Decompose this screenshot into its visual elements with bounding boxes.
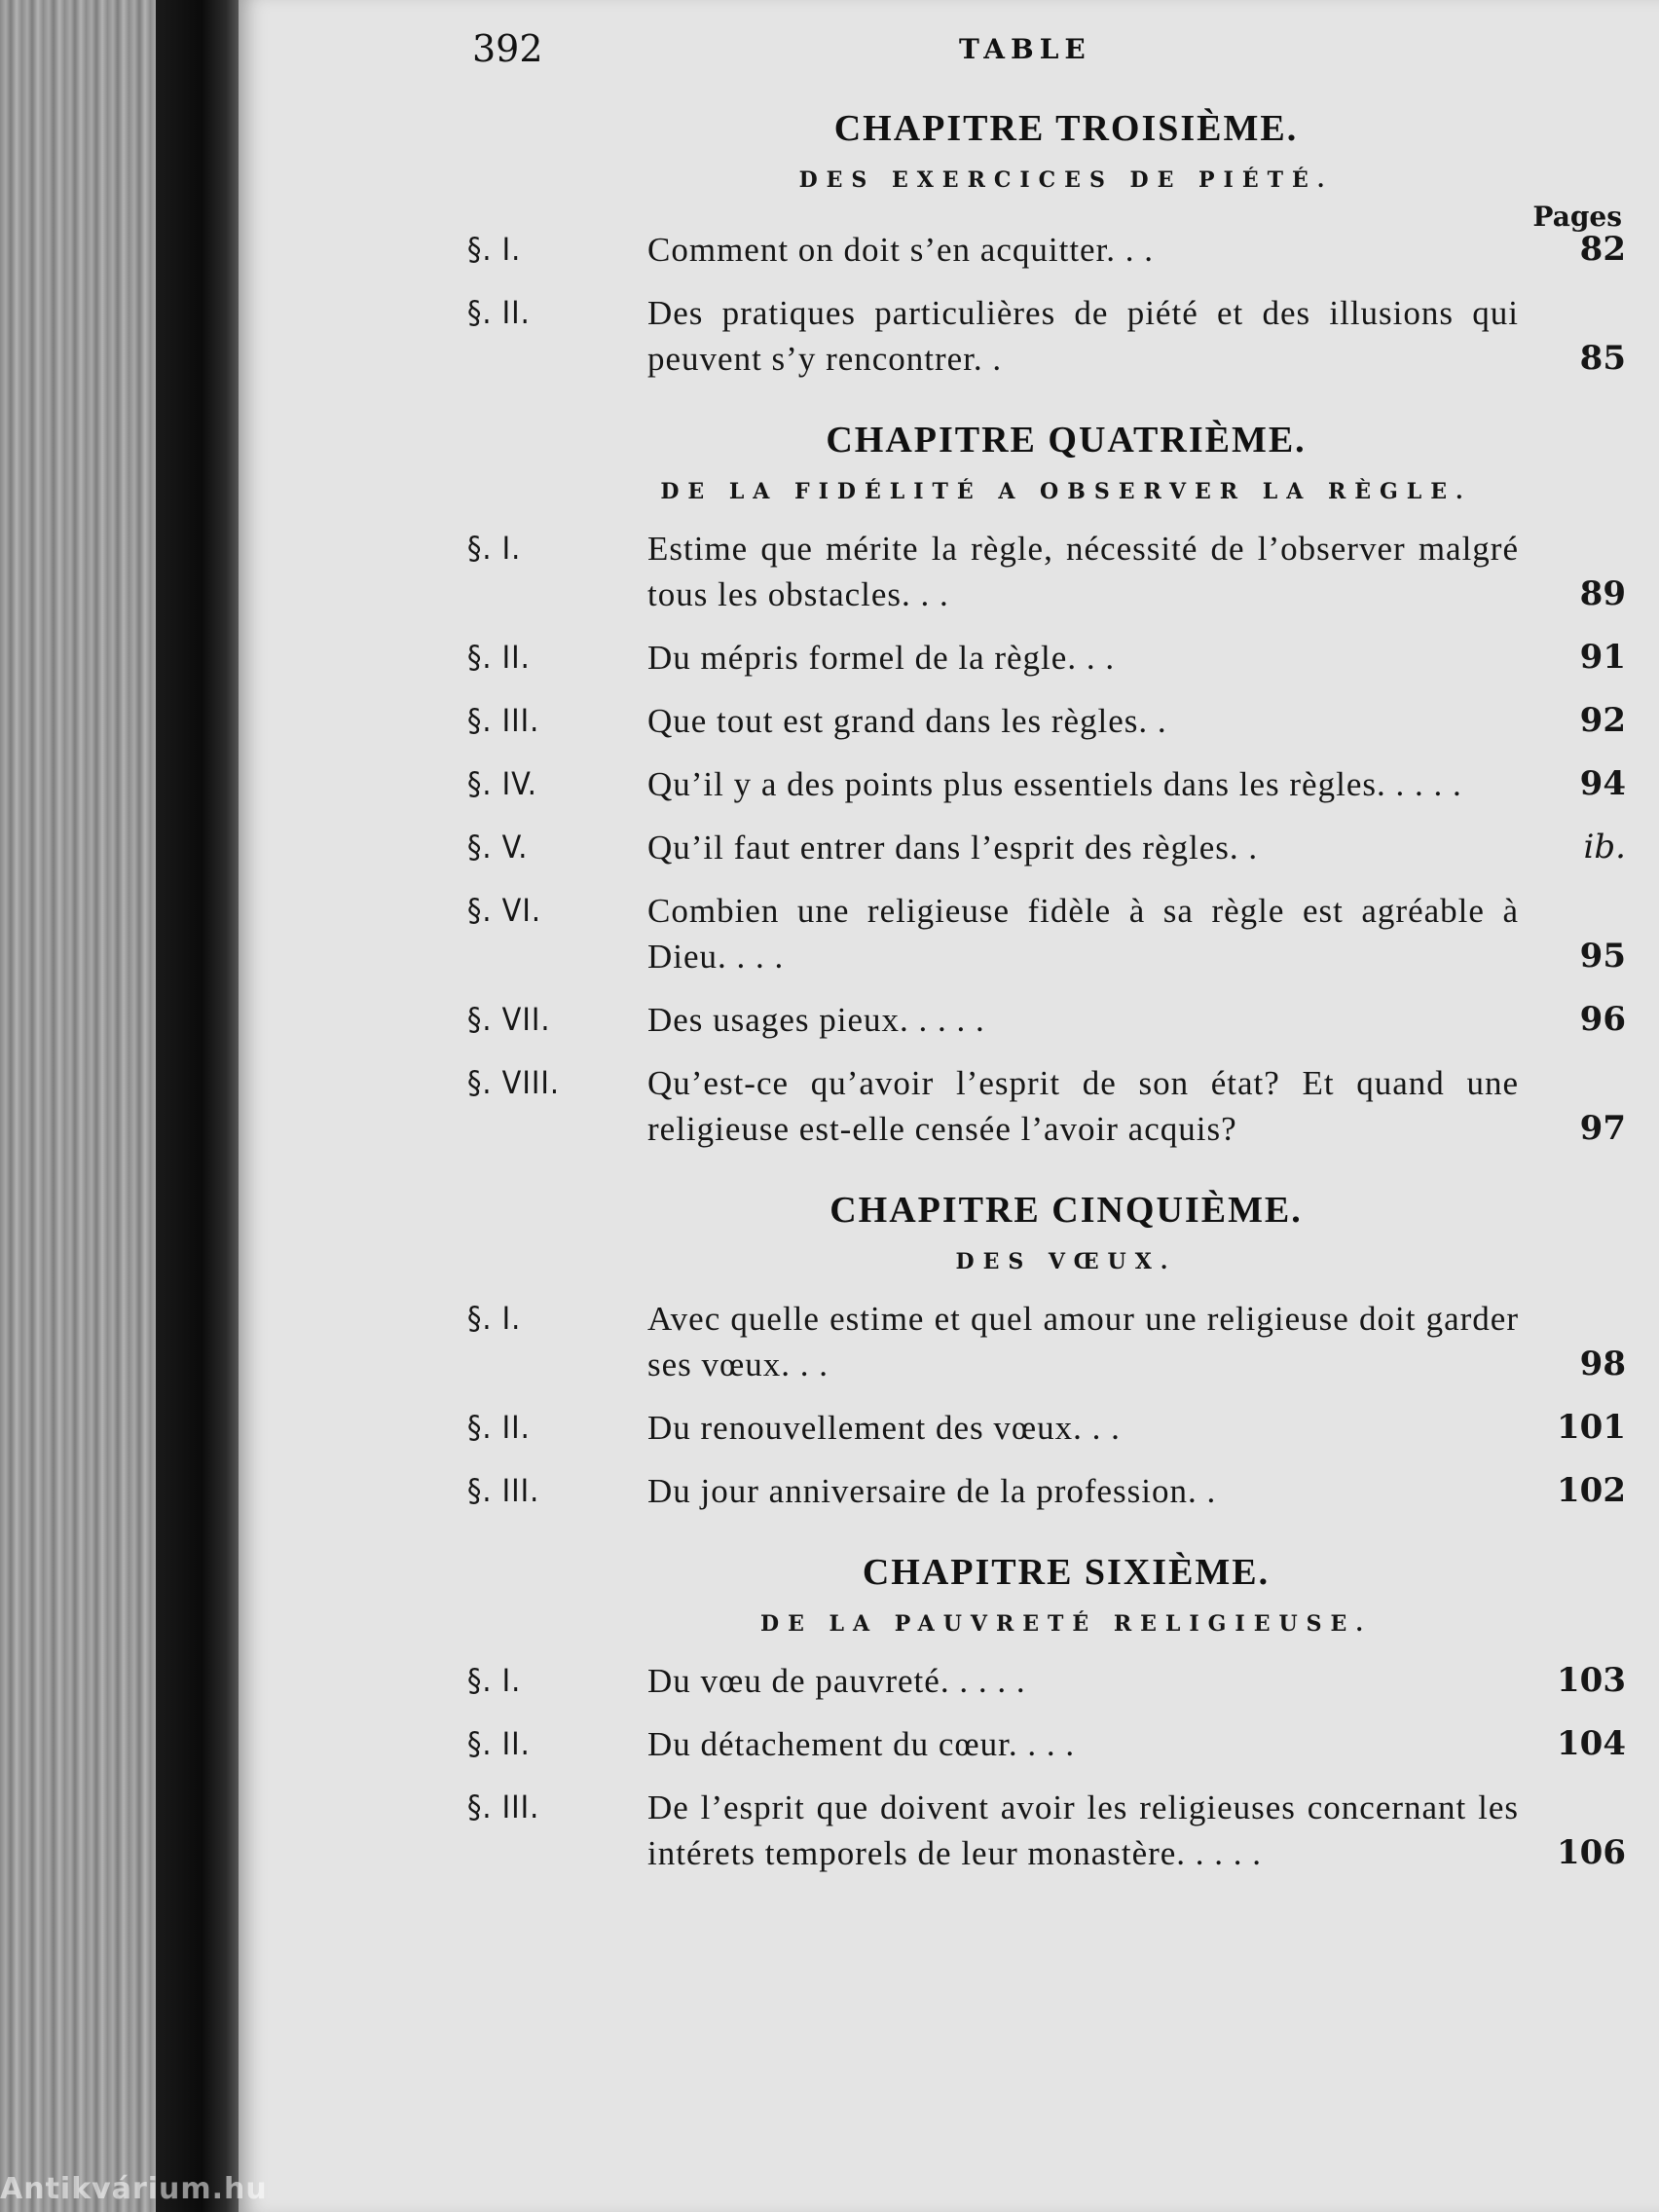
section-title: Qu’est-ce qu’avoir l’esprit de son état? Et quand une religieuse est-elle censée l’avoir acquis?: [647, 1064, 1519, 1148]
chapter-subtitle: DE LA FIDÉLITÉ A OBSERVER LA RÈGLE.: [660, 479, 1472, 504]
toc-entry: [467, 1785, 1626, 1876]
page-ref: 101: [1557, 1408, 1626, 1447]
toc-entry: [467, 1721, 1626, 1767]
page-ref: 95: [1579, 937, 1626, 976]
section-title: Du renouvellement des vœux. . .: [647, 1409, 1121, 1447]
watermark: Antikvárium.hu: [0, 2172, 268, 2206]
toc-entry: [467, 825, 1626, 870]
section-title: Des usages pieux. . . . .: [647, 1001, 985, 1039]
section-title: Comment on doit s’en acquitter. . .: [647, 231, 1155, 269]
section-title: De l’esprit que doivent avoir les religieuses concernant les intérets temporels de leur monastère. . . . .: [647, 1788, 1519, 1872]
toc-entry: [467, 1468, 1626, 1514]
section-title: Du détachement du cœur. . . .: [647, 1725, 1076, 1763]
section-number: §. VIII.: [467, 1064, 560, 1101]
chapter-subtitle: DES EXERCICES DE PIÉTÉ.: [798, 167, 1334, 193]
chapter-title: CHAPITRE SIXIÈME.: [862, 1552, 1271, 1593]
chapter-4: [467, 419, 1626, 1152]
pages-label: Pages: [1532, 201, 1622, 233]
chapter-3: [467, 107, 1626, 382]
chapter-subtitle: DE LA PAUVRETÉ RELIGIEUSE.: [760, 1611, 1372, 1637]
section-number: §. II.: [467, 294, 531, 331]
chapter-5: [467, 1189, 1626, 1514]
toc-entry: [467, 997, 1626, 1043]
page-number: 392: [472, 27, 543, 70]
section-title: Qu’il y a des points plus essentiels dans les règles. . . . .: [647, 765, 1462, 803]
section-number: §. I.: [467, 1300, 522, 1337]
page-ref: ib.: [1583, 828, 1626, 866]
section-title: Du jour anniversaire de la profession. .: [647, 1472, 1217, 1510]
toc-entry: [467, 526, 1626, 617]
table-of-contents: [467, 107, 1626, 1913]
toc-entry: [467, 1296, 1626, 1387]
toc-entry: [467, 888, 1626, 979]
background-surface: [0, 0, 156, 2212]
section-title: Que tout est grand dans les règles. .: [647, 702, 1167, 740]
section-title: Estime que mérite la règle, nécessité de l’observer malgré tous les obstacles. . .: [647, 530, 1519, 613]
toc-entry: [467, 761, 1626, 807]
chapter-title: CHAPITRE QUATRIÈME.: [826, 420, 1307, 461]
running-title: TABLE: [959, 33, 1091, 65]
section-title: Combien une religieuse fidèle à sa règle est agréable à Dieu. . . .: [647, 892, 1519, 976]
section-title: Des pratiques particulières de piété et des illusions qui peuvent s’y rencontrer. .: [647, 294, 1519, 378]
toc-entry: [467, 698, 1626, 744]
chapter-6: [467, 1551, 1626, 1876]
toc-entry: [467, 1405, 1626, 1451]
section-title: Avec quelle estime et quel amour une religieuse doit garder ses vœux. . .: [647, 1300, 1519, 1383]
chapter-subtitle: DES VŒUX.: [955, 1249, 1177, 1274]
section-title: Qu’il faut entrer dans l’esprit des règles. .: [647, 829, 1259, 866]
toc-entry: [467, 1658, 1626, 1704]
section-number: §. IV.: [467, 765, 537, 802]
toc-entry: [467, 635, 1626, 681]
book-binding: [156, 0, 239, 2212]
section-title: Du vœu de pauvreté. . . . .: [647, 1662, 1026, 1700]
section-number: §. II.: [467, 639, 531, 676]
page-ref: 97: [1579, 1109, 1626, 1148]
section-number: §. V.: [467, 829, 529, 866]
page-ref: 96: [1579, 1000, 1626, 1039]
page-ref: 103: [1557, 1661, 1626, 1700]
page-ref: 94: [1579, 764, 1626, 803]
page-ref: 82: [1579, 230, 1626, 269]
page-ref: 106: [1557, 1833, 1626, 1872]
page-header: [239, 27, 1659, 86]
toc-entry: [467, 227, 1626, 273]
section-number: §. I.: [467, 530, 522, 567]
toc-entry: [467, 290, 1626, 382]
page-ref: 98: [1579, 1345, 1626, 1383]
section-number: §. I.: [467, 1662, 522, 1699]
page-ref: 89: [1579, 574, 1626, 613]
page-ref: 91: [1579, 638, 1626, 677]
section-number: §. III.: [467, 1788, 540, 1825]
toc-entry: [467, 1060, 1626, 1152]
section-number: §. I.: [467, 231, 522, 268]
section-number: §. VII.: [467, 1001, 551, 1038]
chapter-title: CHAPITRE CINQUIÈME.: [830, 1190, 1303, 1231]
book-page: [239, 0, 1659, 2212]
section-title: Du mépris formel de la règle. . .: [647, 639, 1116, 677]
page-ref: 92: [1579, 701, 1626, 740]
page-ref: 104: [1557, 1724, 1626, 1763]
section-number: §. II.: [467, 1725, 531, 1762]
section-number: §. III.: [467, 1472, 540, 1509]
section-number: §. VI.: [467, 892, 541, 929]
section-number: §. III.: [467, 702, 540, 739]
page-ref: 102: [1557, 1471, 1626, 1510]
page-ref: 85: [1579, 339, 1626, 378]
chapter-title: CHAPITRE TROISIÈME.: [833, 108, 1299, 149]
section-number: §. II.: [467, 1409, 531, 1446]
